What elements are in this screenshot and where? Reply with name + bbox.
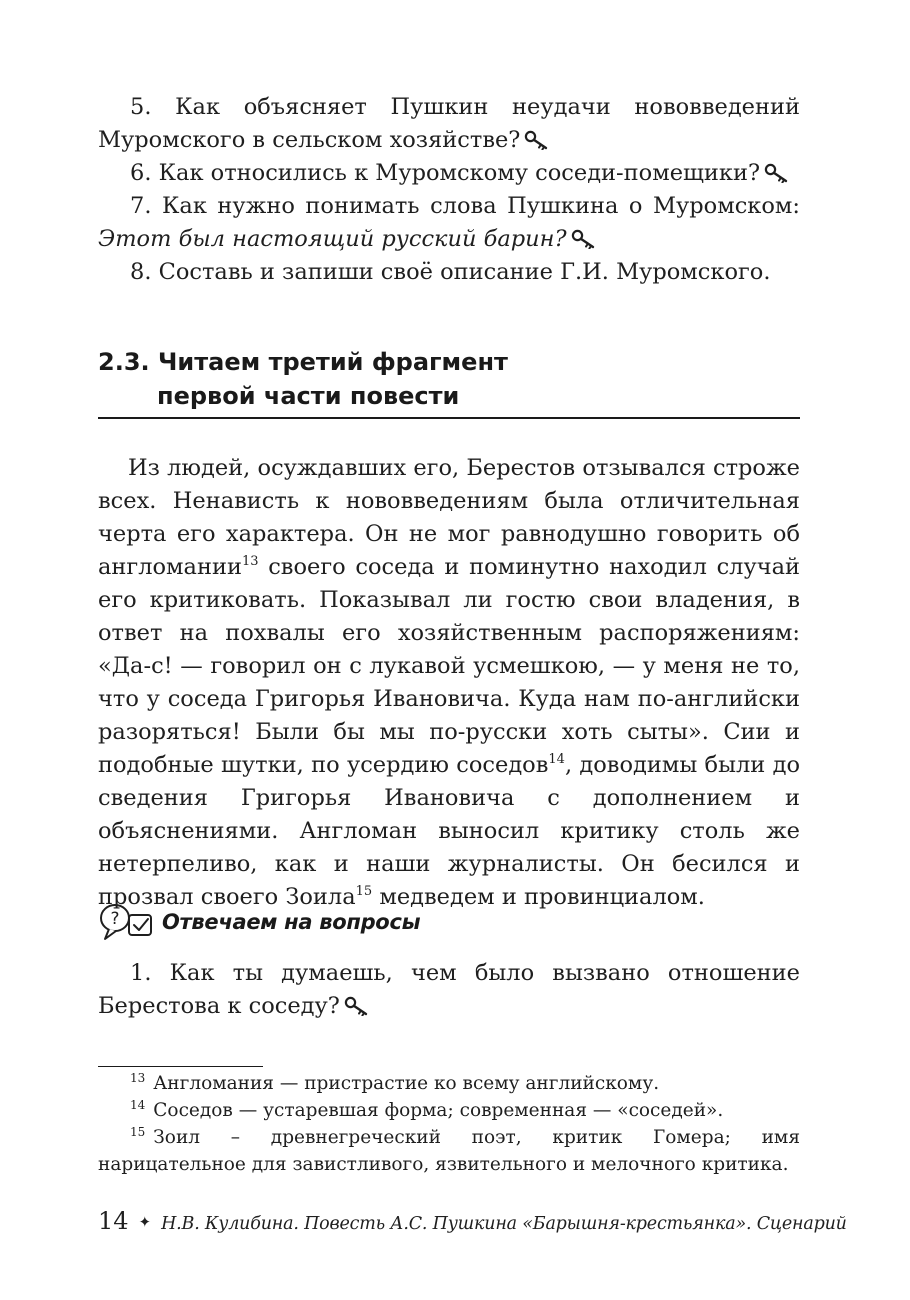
section-title [98,345,800,413]
page-number: 14 [98,1207,129,1235]
excerpt-paragraph: Из людей, осуждавших его, Берестов отзывался строже всех. Ненависть к нововведениям была отличительная черта его характера. Он не мог равнодушно говорить об англомании$^{13}$ своего соседа и поминутно находил случай его критиковать. Показывал ли гостю свои владения, в ответ на похвалы его хозяйственным распоряжениям: «Да-с! — говорил он с лукавой усмешкою, — у меня не то, что у соседа Григорья Ивановича. Куда нам по-английски разоряться! Были бы мы по-русски хоть сыты». Сии и подобные шутки, по усердию соседов$^{14}$, доводимы были до сведения Григорья Ивановича с дополнением и объяснениями. Англоман выносил критику столь же нетерпеливо, как и наши журналисты. Он бесился и прозвал своего Зоила$^{15}$ медведем и провинциалом. [98,455,800,910]
question-bottom [98,957,800,1023]
footnote-divider [98,1066,263,1067]
questions-top [98,91,800,289]
footnote-14: $^{14}$ Соседов — устаревшая форма; современная — «соседей». [130,1098,724,1121]
section-title-line2: первой части повести [157,382,460,410]
separator-star-icon: ✦ [138,1213,152,1231]
question-6: 6. Как относились к Муромскому соседи-помещики? [98,157,800,190]
question-5: 5. Как объясняет Пушкин неудачи нововведений Муромского в сельском хозяйстве? [98,94,800,153]
excerpt-text [98,452,800,914]
running-footer-title: Н.В. Кулибина. Повесть А.С. Пушкина «Барышня-крестьянка». Сценарий [161,1214,847,1234]
footnote-ref-13: 13 [241,554,259,569]
question-7: 7. Как нужно понимать слова Пушкина о Муромском: Этот был настоящий русский барин? [98,193,800,252]
svg-text:?: ? [110,909,120,929]
footnote-ref-15: 15 [355,884,373,899]
key-icon [764,163,790,183]
question-1: 1. Как ты думаешь, чем было вызвано отношение Берестова к соседу? [98,960,800,1019]
answers-title: Отвечаем на вопросы [162,910,421,934]
key-icon [571,229,597,249]
footnote-13: $^{13}$ Англомания — пристрастие ко всему английскому. [130,1071,660,1094]
page-footer [98,1207,847,1235]
question-answer-icon [98,901,156,943]
footnote-ref-14: 14 [548,752,565,767]
section-divider [98,417,800,419]
key-icon [524,130,550,150]
answers-heading [98,900,800,944]
section-title-line1: 2.3. Читаем третий фрагмент [98,348,508,376]
question-8: 8. Составь и запиши своё описание Г.И. Муромского. [130,259,771,285]
footnotes [98,1070,800,1178]
footnote-15: $^{15}$ Зоил – древнегреческий поэт, критик Гомера; имя нарицательное для завистливого, язвительного и мелочного критика. [98,1125,800,1175]
key-icon [344,996,370,1016]
